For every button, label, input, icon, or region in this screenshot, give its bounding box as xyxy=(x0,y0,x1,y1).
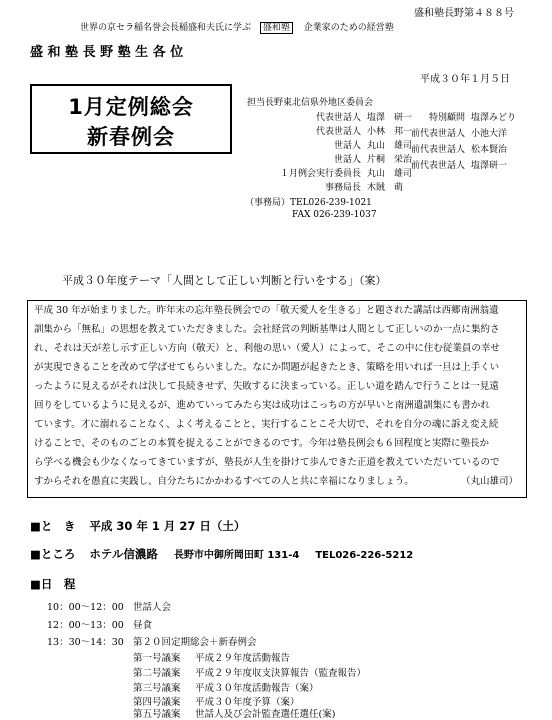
officer-role: 世話人 xyxy=(333,155,361,165)
advisor-role: 特別顧問 xyxy=(428,113,465,123)
message-line: 訓集から「無私」の思想を教えていただきました。会社経営の判断基準は人間として正しいのか一点に集約さ xyxy=(34,324,500,335)
schedule-time: 12：00～13：00 xyxy=(47,620,124,631)
officer-role: １月例会実行委員長 xyxy=(279,169,361,179)
advisor-name: 小池大洋 xyxy=(471,129,508,139)
agenda-item: 平成３０年度活動報告（案） xyxy=(195,683,319,694)
event-title-line2: 新春例会 xyxy=(87,125,175,149)
committee-title: 担当長野東北信県外地区委員会 xyxy=(247,98,374,108)
agenda-number: 第四号議案 xyxy=(133,697,181,708)
advisor-name: 塩澤みどり xyxy=(471,113,517,123)
officer-name: 丸山 雄司 xyxy=(367,141,413,151)
event-title-line1: 1月定例総会 xyxy=(68,95,194,119)
officer-role: 代表世話人 xyxy=(315,127,361,137)
schedule-item: 世話人会 xyxy=(133,602,172,613)
header-left-text: 世界の京セラ稲名誉会長稲盛和夫氏に学ぶ xyxy=(80,23,252,33)
officer-name: 木賊 萌 xyxy=(367,183,404,193)
header-boxed-label: 盛和塾 xyxy=(260,22,293,34)
officer-role: 代表世話人 xyxy=(315,113,361,123)
message-line: ら学べる機会も少なくなってきていますが、塾長が人生を掛けて歩んできた正道を教えていただいているので xyxy=(34,457,500,468)
agenda-item: 平成２９年度収支決算報告（監査報告） xyxy=(195,668,367,679)
event-venue-label: ■ところ xyxy=(30,547,76,561)
agenda-number: 第五号議案 xyxy=(133,709,181,720)
officer-name: 小林 邦一 xyxy=(367,127,413,137)
office-fax: FAX 026-239-1037 xyxy=(292,210,377,220)
agenda-item: 平成３０年度予算（案） xyxy=(195,697,300,708)
message-line: ったように見えるがそれは決して長続きせず、失敗するに決まっている。正しい道を踏んで行うことは一見遠 xyxy=(34,381,499,392)
schedule-time: 13：30～14：30 xyxy=(47,637,124,648)
event-venue-tel: TEL026-226-5212 xyxy=(315,550,414,561)
officer-role: 世話人 xyxy=(333,141,361,151)
message-line: 平成 30 年が始まりました。昨年末の忘年塾長例会での「敬天愛人を生きる」と題された講話は西郷南洲翁遺 xyxy=(34,305,499,316)
officer-name: 塩澤 研一 xyxy=(367,113,413,123)
event-date-label: ■と き xyxy=(30,519,76,533)
agenda-number: 第二号議案 xyxy=(133,668,181,679)
header-tagline xyxy=(80,20,394,33)
message-line: 回りをしているように見えるが、進めていってみたら実は成功はこっちの方が早いと南洲遺訓集にも書かれ xyxy=(34,400,490,411)
officer-role: 事務局長 xyxy=(324,183,361,193)
advisor-name: 塩澤研一 xyxy=(471,161,508,171)
program-heading: ■日 程 xyxy=(30,577,76,591)
agenda-number: 第三号議案 xyxy=(133,683,181,694)
issue-date: 平成３０年１月５日 xyxy=(420,74,510,85)
agenda-item: 平成２９年度活動報告 xyxy=(195,653,291,664)
advisor-role: 前代表世話人 xyxy=(410,145,465,155)
schedule-time: 10：00～12：00 xyxy=(47,602,124,613)
agenda-item: 世話人及び会計監査選任選任(案) xyxy=(195,709,336,720)
officer-name: 片桐 栄治 xyxy=(367,155,413,165)
addressee: 盛 和 塾 長 野 塾 生 各 位 xyxy=(30,45,184,60)
message-line: れ、それは天が差し示す正しい方向（敬天）と、利他の思い（愛人）によって、そこの中に住む従業員の幸せ xyxy=(34,343,500,354)
agenda-number: 第一号議案 xyxy=(133,653,181,664)
office-tel: （事務局）TEL026-239-1021 xyxy=(245,198,372,208)
event-title-box xyxy=(30,84,232,154)
schedule-item: 昼食 xyxy=(133,620,153,631)
message-line: が実現できることを改めて学ばせてもらいました。なにか問題が起きたとき、策略を用いれば一旦は上手くい xyxy=(34,362,500,373)
message-line: けることで、そのものごとの本質を捉えることができるのです。今年は塾長例会も６回程度と実際に塾長か xyxy=(34,438,490,449)
message-line: ています。才に溺れることなく、よく考えることと、実行することこそ大切で、それを自分の魂に訴え変え続 xyxy=(34,419,499,430)
event-venue-row xyxy=(30,546,413,562)
event-venue-name: ホテル信濃路 xyxy=(89,547,158,561)
schedule-item: 第２０回定期総会＋新春例会 xyxy=(133,637,257,648)
message-signature: （丸山雄司） xyxy=(460,476,518,487)
message-box xyxy=(27,300,527,498)
advisor-role: 前代表世話人 xyxy=(410,161,465,171)
advisor-name: 松本賢治 xyxy=(471,145,508,155)
event-date-row xyxy=(30,518,245,534)
event-date-value: 平成 30 年 1 月 27 日（土） xyxy=(89,519,246,533)
message-line: すからそれを愚直に実践し、自分たちにかかわるすべての人と共に幸福になりましょう。 xyxy=(34,476,414,487)
header-right-text: 企業家のための経営塾 xyxy=(303,23,394,33)
advisor-role: 前代表世話人 xyxy=(410,129,465,139)
annual-theme: 平成３０年度テーマ「人間として正しい判断と行いをする」（案） xyxy=(62,274,387,287)
officer-name: 丸山 雄司 xyxy=(367,169,413,179)
event-venue-address: 長野市中御所岡田町 131-4 xyxy=(173,550,300,561)
document-number: 盛和塾長野第４８８号 xyxy=(414,8,514,19)
